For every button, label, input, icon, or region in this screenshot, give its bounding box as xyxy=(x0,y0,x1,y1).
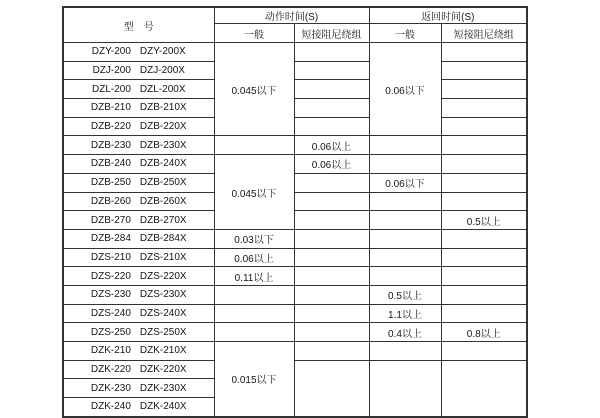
model-name-x: DZK-240X xyxy=(139,401,187,413)
model-name: DZS-240 xyxy=(90,307,131,319)
cell-model xyxy=(63,323,214,342)
cell-model xyxy=(63,61,214,80)
table-row xyxy=(63,61,527,80)
cell-action-damping: 0.06以上 xyxy=(294,136,369,155)
model-name-x: DZK-210X xyxy=(139,345,187,357)
model-name: DZB-260 xyxy=(90,195,131,207)
model-name-x: DZL-200X xyxy=(139,83,186,95)
table-row xyxy=(63,99,527,118)
cell-action-damping xyxy=(294,285,369,304)
model-name: DZB-220 xyxy=(90,121,131,133)
cell-model xyxy=(63,80,214,99)
cell-return-damping xyxy=(441,267,527,286)
cell-action-general xyxy=(214,136,294,155)
cell-model xyxy=(63,360,214,379)
table-row xyxy=(63,360,527,379)
table-row xyxy=(63,43,527,62)
model-name-x: DZS-240X xyxy=(139,307,187,319)
cell-action-damping xyxy=(294,61,369,80)
cell-model xyxy=(63,43,214,62)
cell-return-damping: 0.5以上 xyxy=(441,211,527,230)
cell-action-damping xyxy=(294,323,369,342)
model-name: DZS-230 xyxy=(90,289,131,301)
model-name-x: DZJ-200X xyxy=(139,65,185,77)
cell-action-general: 0.045以下 xyxy=(214,43,294,136)
cell-action-damping xyxy=(294,43,369,62)
cell-model xyxy=(63,398,214,417)
cell-action-damping xyxy=(294,267,369,286)
cell-action-damping xyxy=(294,342,369,361)
cell-return-general xyxy=(369,211,441,230)
cell-action-damping xyxy=(294,229,369,248)
cell-return-general: 0.06以下 xyxy=(369,173,441,192)
cell-return-damping xyxy=(441,61,527,80)
header-return-general: 一般 xyxy=(369,24,441,43)
cell-return-general xyxy=(369,229,441,248)
cell-action-damping xyxy=(294,117,369,136)
cell-model xyxy=(63,211,214,230)
table-row xyxy=(63,304,527,323)
model-name: DZK-210 xyxy=(90,345,131,357)
cell-model xyxy=(63,285,214,304)
cell-return-general: 0.4以上 xyxy=(369,323,441,342)
cell-model xyxy=(63,229,214,248)
table-row xyxy=(63,229,527,248)
cell-action-damping xyxy=(294,360,369,417)
cell-model xyxy=(63,267,214,286)
model-name-x: DZS-220X xyxy=(139,270,187,282)
cell-action-damping xyxy=(294,173,369,192)
cell-return-damping xyxy=(441,43,527,62)
relay-spec-table xyxy=(62,6,528,418)
cell-return-damping xyxy=(441,192,527,211)
table-row xyxy=(63,192,527,211)
table-row xyxy=(63,80,527,99)
table-row xyxy=(63,211,527,230)
cell-model xyxy=(63,342,214,361)
cell-return-damping xyxy=(441,173,527,192)
model-name-x: DZB-220X xyxy=(139,121,187,133)
model-name: DZJ-200 xyxy=(92,65,131,77)
table-row xyxy=(63,285,527,304)
cell-action-general xyxy=(214,304,294,323)
cell-action-damping xyxy=(294,211,369,230)
cell-return-general: 0.5以上 xyxy=(369,285,441,304)
cell-action-general: 0.045以下 xyxy=(214,155,294,230)
model-name-x: DZY-200X xyxy=(139,46,186,58)
model-name-x: DZK-220X xyxy=(139,364,187,376)
table-row xyxy=(63,117,527,136)
model-name: DZS-250 xyxy=(90,326,131,338)
cell-return-damping xyxy=(441,117,527,136)
cell-return-damping xyxy=(441,285,527,304)
header-action-time: 动作时间(S) xyxy=(214,7,369,24)
table-row xyxy=(63,173,527,192)
model-name-x: DZS-210X xyxy=(139,251,187,263)
cell-return-damping xyxy=(441,80,527,99)
model-name-x: DZB-210X xyxy=(139,102,187,114)
cell-model xyxy=(63,136,214,155)
header-action-damping: 短接阻尼绕组 xyxy=(294,24,369,43)
model-name: DZK-220 xyxy=(90,364,131,376)
cell-return-general xyxy=(369,248,441,267)
model-name-x: DZB-260X xyxy=(139,195,187,207)
cell-action-general xyxy=(214,285,294,304)
cell-return-general: 1.1以上 xyxy=(369,304,441,323)
cell-action-general: 0.06以上 xyxy=(214,248,294,267)
model-name: DZB-284 xyxy=(90,233,131,245)
cell-return-general xyxy=(369,192,441,211)
header-return-time: 返回时间(S) xyxy=(369,7,527,24)
cell-return-damping xyxy=(441,136,527,155)
header-action-general: 一般 xyxy=(214,24,294,43)
model-name: DZK-240 xyxy=(90,401,131,413)
model-name: DZB-270 xyxy=(90,214,131,226)
cell-model xyxy=(63,117,214,136)
table-row xyxy=(63,248,527,267)
cell-action-damping xyxy=(294,80,369,99)
model-name-x: DZB-240X xyxy=(139,158,187,170)
cell-action-general xyxy=(214,323,294,342)
cell-action-general: 0.015以下 xyxy=(214,342,294,417)
cell-model xyxy=(63,304,214,323)
cell-action-damping xyxy=(294,192,369,211)
table-row xyxy=(63,267,527,286)
cell-return-damping xyxy=(441,99,527,118)
cell-action-general: 0.11以上 xyxy=(214,267,294,286)
cell-return-general xyxy=(369,267,441,286)
cell-model xyxy=(63,99,214,118)
cell-return-damping xyxy=(441,304,527,323)
cell-model xyxy=(63,379,214,398)
cell-action-damping xyxy=(294,304,369,323)
model-name-x: DZK-230X xyxy=(139,382,187,394)
model-name-x: DZS-230X xyxy=(139,289,187,301)
cell-return-damping xyxy=(441,248,527,267)
cell-model xyxy=(63,248,214,267)
model-name: DZL-200 xyxy=(92,83,131,95)
model-name-x: DZS-250X xyxy=(139,326,187,338)
cell-model xyxy=(63,192,214,211)
model-name-x: DZB-250X xyxy=(139,177,187,189)
cell-action-general: 0.03以下 xyxy=(214,229,294,248)
model-name: DZY-200 xyxy=(91,46,131,58)
table-row xyxy=(63,323,527,342)
model-name: DZS-210 xyxy=(90,251,131,263)
cell-return-damping xyxy=(441,360,527,417)
model-name-x: DZB-284X xyxy=(139,233,187,245)
cell-return-general xyxy=(369,342,441,361)
cell-return-general: 0.06以下 xyxy=(369,43,441,136)
header-return-damping: 短接阻尼绕组 xyxy=(441,24,527,43)
cell-model xyxy=(63,173,214,192)
table-row xyxy=(63,342,527,361)
model-name: DZB-230 xyxy=(90,139,131,151)
cell-model xyxy=(63,155,214,174)
cell-action-damping xyxy=(294,99,369,118)
model-name-x: DZB-230X xyxy=(139,139,187,151)
cell-action-damping xyxy=(294,248,369,267)
table-row xyxy=(63,136,527,155)
cell-return-damping xyxy=(441,155,527,174)
table-row xyxy=(63,155,527,174)
model-name: DZK-230 xyxy=(90,382,131,394)
model-name: DZB-210 xyxy=(90,102,131,114)
header-model: 型 号 xyxy=(63,7,214,43)
cell-action-damping: 0.06以上 xyxy=(294,155,369,174)
model-name-x: DZB-270X xyxy=(139,214,187,226)
model-name: DZB-240 xyxy=(90,158,131,170)
cell-return-general xyxy=(369,360,441,417)
cell-return-damping xyxy=(441,229,527,248)
cell-return-general xyxy=(369,155,441,174)
cell-return-damping xyxy=(441,342,527,361)
cell-return-damping: 0.8以上 xyxy=(441,323,527,342)
cell-return-general xyxy=(369,136,441,155)
model-name: DZS-220 xyxy=(90,270,131,282)
model-name: DZB-250 xyxy=(90,177,131,189)
